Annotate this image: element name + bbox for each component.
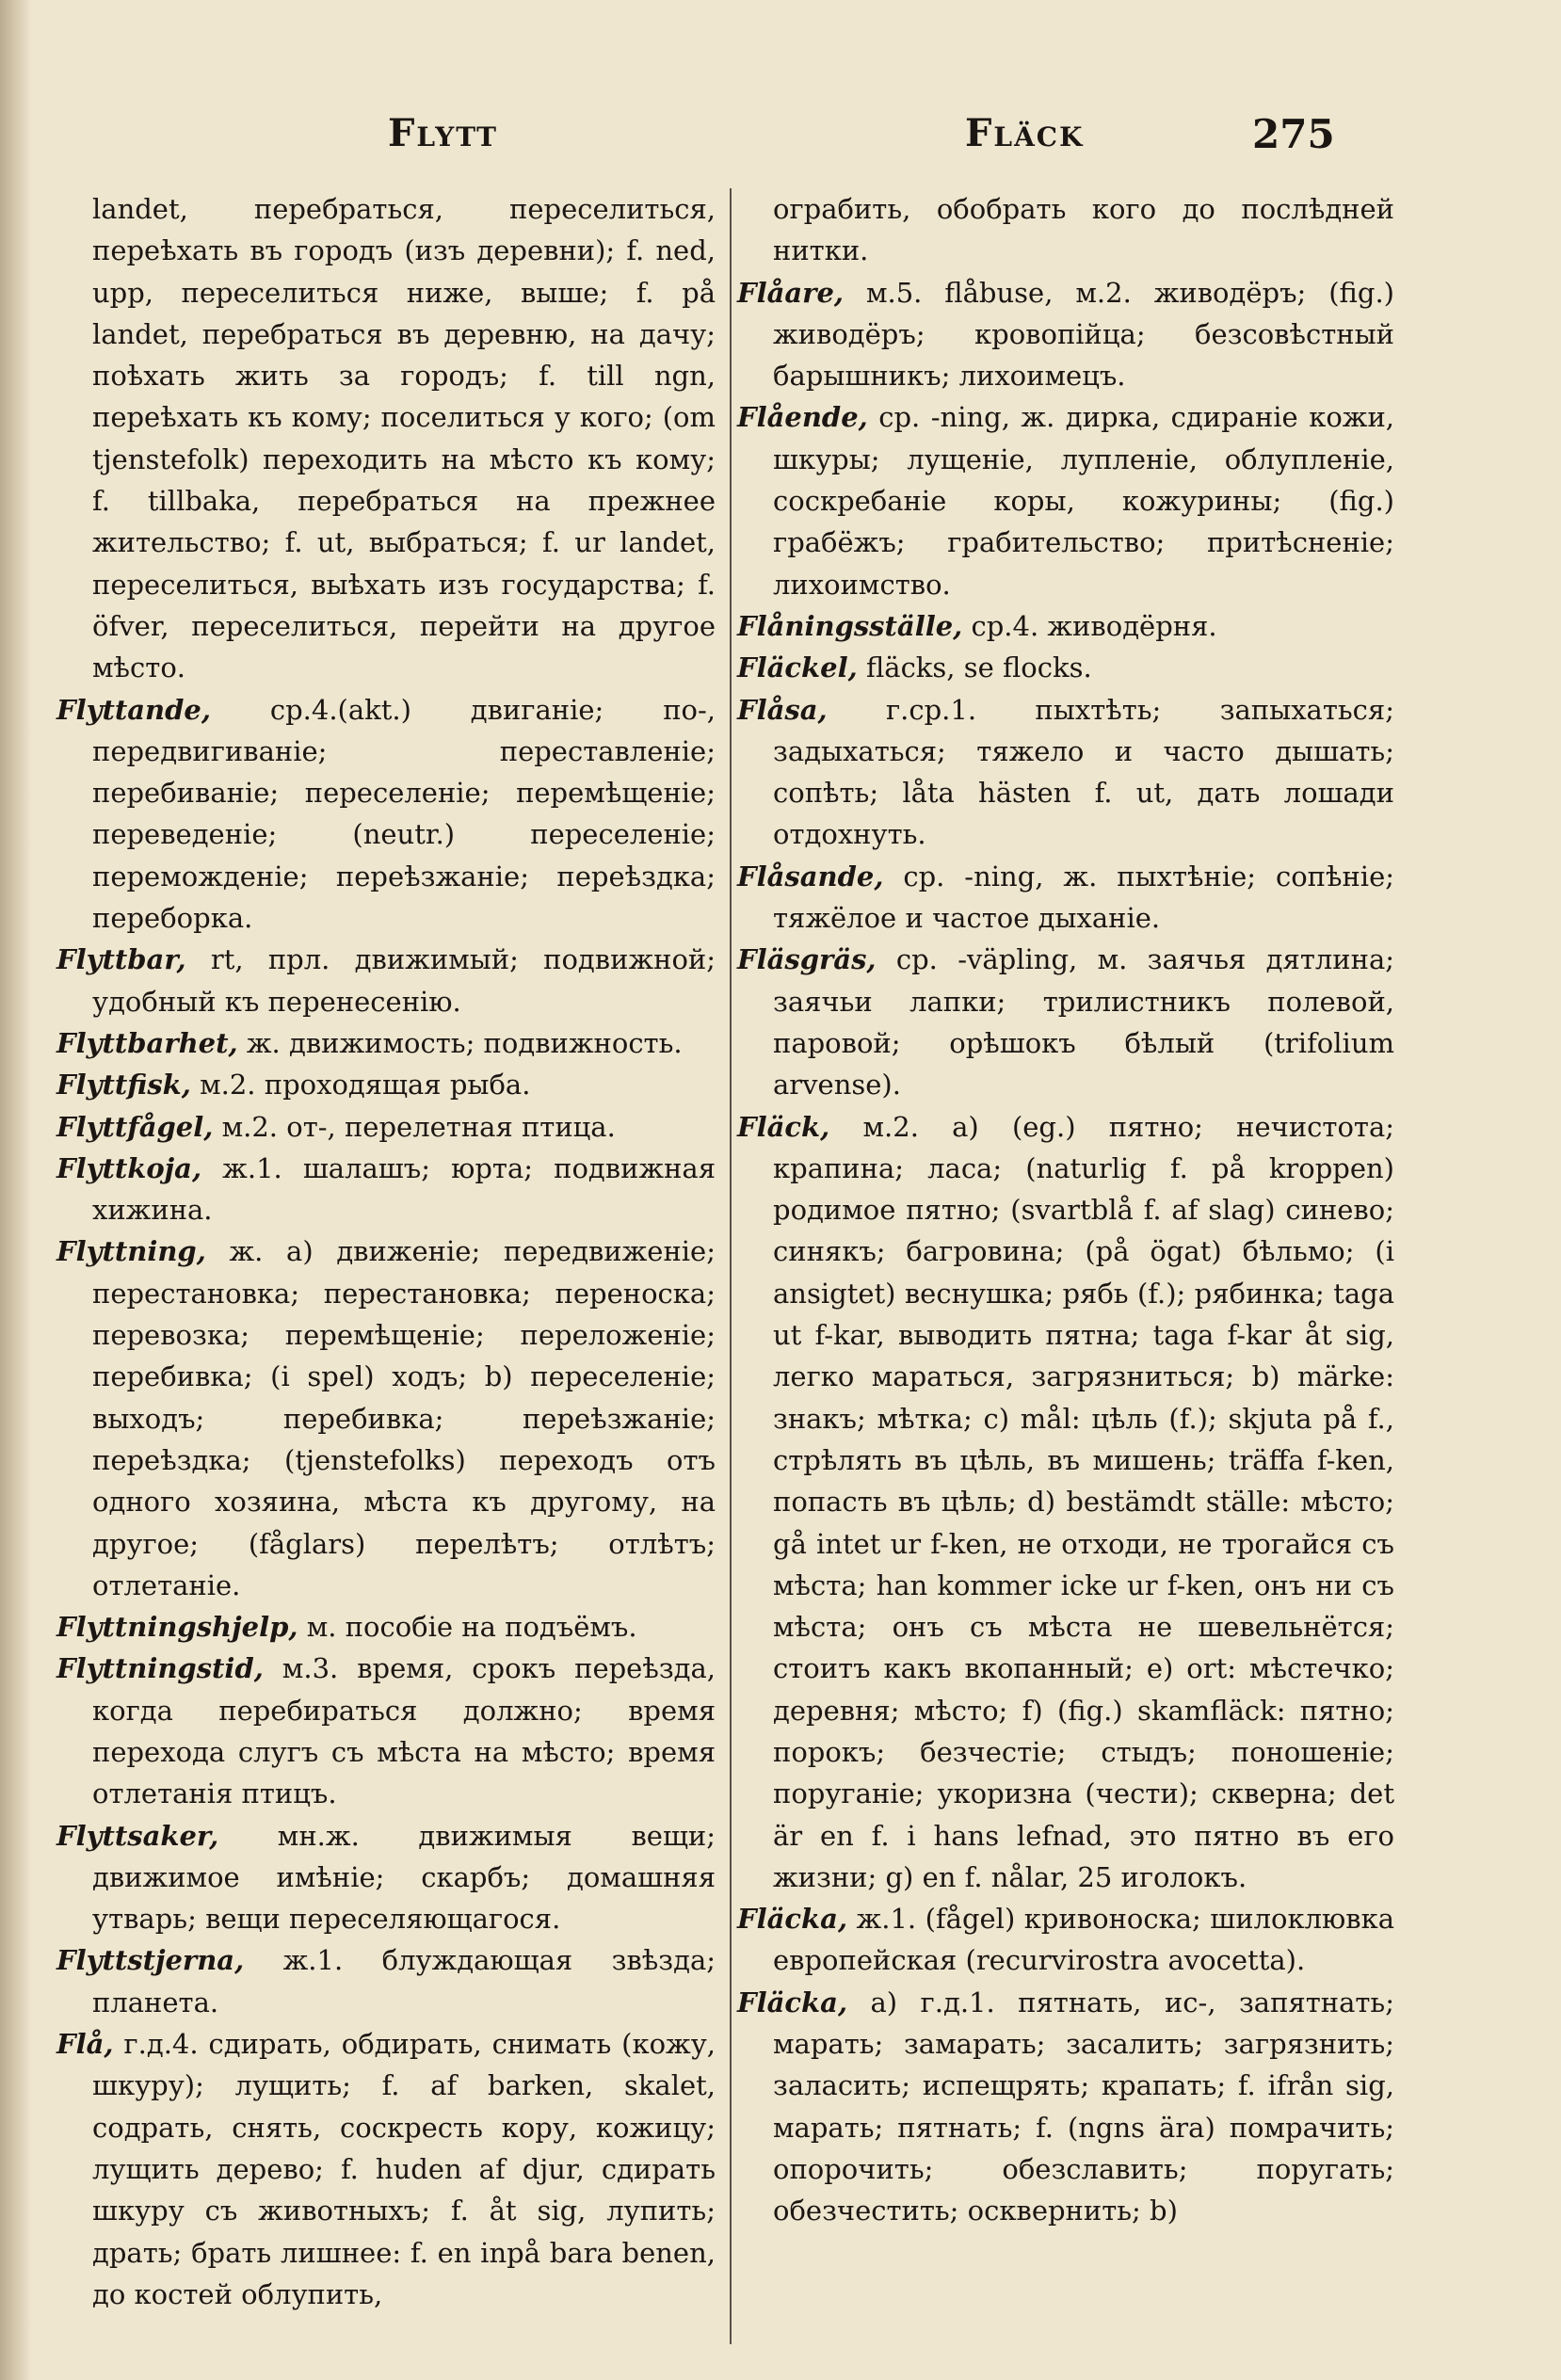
dictionary-entry <box>56 1815 716 1940</box>
entry-headword: Flåsande, <box>737 860 884 892</box>
entry-headword: Flåare, <box>737 276 845 309</box>
entry-headword: Flyttstjerna, <box>56 1944 245 1977</box>
column-divider <box>730 188 732 2344</box>
entry-definition: ж.1. шалашъ; юрта; подвижная хижина. <box>92 1151 716 1227</box>
entry-definition: г.ср.1. пыхтѣть; запыхаться; задыхаться; тяжело и часто дышать; сопѣть; låta hästen f. ut, дать лошади отдохнуть. <box>773 693 1394 851</box>
header-left-guide-word: Flytt <box>388 111 498 155</box>
entry-headword: Flå, <box>56 2028 114 2061</box>
dictionary-entry: landet, перебраться, переселиться, переѣхать въ городъ (изъ деревни); f. ned, upp, переселиться ниже, выше; f. på landet, перебраться въ деревню, на дачу; поѣхать жить за городъ; f. till ngn, переѣхать къ кому; поселиться у кого; (om tjenstefolk) переходить на мѣсто къ кому; f. tillbaka, перебраться на прежнее жительство; f. ut, выбраться; f. ur landet, переселиться, выѣхать изъ государства; f. öfver, переселиться, перейти на другое мѣсто. <box>92 193 716 684</box>
entry-definition: м.2. от-, перелетная птица. <box>221 1110 616 1143</box>
dictionary-entry <box>56 1606 716 1648</box>
dictionary-entry <box>737 939 1395 1105</box>
dictionary-entry <box>56 1022 716 1064</box>
page-spine-shadow <box>0 0 32 2380</box>
dictionary-entry <box>56 1064 716 1105</box>
entry-headword: Flåsa, <box>737 693 828 726</box>
entry-headword: Fläckel, <box>737 651 858 684</box>
dictionary-entry <box>56 2023 716 2315</box>
dictionary-entry <box>737 1982 1394 2232</box>
entry-definition: м. пособіе на подъёмъ. <box>306 1611 637 1644</box>
dictionary-entry <box>737 1898 1394 1982</box>
entry-definition: м.5. flåbuse, м.2. живодёръ; (fig.) живодёръ; кровопійца; безсовѣстный барышникъ; лихоимецъ. <box>773 276 1394 393</box>
entry-headword: Flyttsaker, <box>56 1819 219 1852</box>
dictionary-entry <box>56 1230 716 1606</box>
entry-headword: Flyttbarhet, <box>56 1026 238 1059</box>
dictionary-entry <box>56 689 716 940</box>
entry-definition: мн.ж. движимыя вещи; движимое имѣніе; скарбъ; домашняя утварь; вещи переселяющагося. <box>92 1819 716 1936</box>
entry-headword: Flåningsställe, <box>737 609 963 642</box>
entry-headword: Flyttning, <box>56 1235 206 1268</box>
entry-definition: ср. -ning, ж. дирка, сдираніе кожи, шкуры; лущеніе, лупленіе, облупленіе, соскребаніе коры, кожурины; (fig.) грабёжъ; грабительство; притѣсненіе; лихоимство. <box>773 401 1394 601</box>
entry-headword: Flyttkoja, <box>56 1151 202 1184</box>
entry-definition: ж.1. блуждающая звѣзда; планета. <box>92 1944 716 2018</box>
entry-definition: м.2. проходящая рыба. <box>200 1069 531 1102</box>
entry-headword: Flyttfågel, <box>56 1110 214 1143</box>
dictionary-entry <box>737 272 1394 397</box>
entry-definition: a) г.д.1. пятнать, ис-, запятнать; марать; замарать; засалить; загрязнить; заласить; испещрять; крапать; f. ifrån sig, марать; пятнать; f. (ngns ära) помрачить; опорочить; обезславить; поругать; обезчестить; осквернить; b) <box>773 1986 1394 2227</box>
right-column <box>737 188 1394 2232</box>
dictionary-entry <box>737 689 1394 856</box>
entry-headword: Flyttningshjelp, <box>56 1611 298 1644</box>
entry-definition: ж. a) движеніе; передвиженіе; перестановка; перестановка; переноска; перевозка; перемѣщеніе; переложеніе; перебивка; (i spel) ходъ; b) переселеніе; выходъ; перебивка; переѣзжаніе; переѣздка; (tjenstefolks) переходъ отъ одного хозяина, мѣста къ другому, на другое; (fåglars) перелѣтъ; отлѣтъ; отлетаніе. <box>92 1235 716 1601</box>
dictionary-entry <box>56 1939 716 2023</box>
dictionary-entry <box>737 396 1394 604</box>
dictionary-entry <box>737 1106 1395 1899</box>
entry-definition: ж. движимость; подвижность. <box>246 1026 683 1059</box>
dictionary-entry <box>56 1106 716 1148</box>
left-column <box>56 188 716 2315</box>
dictionary-entry <box>737 647 1394 688</box>
entry-definition: ж.1. (fågel) кривоноска; шилоклювка европейская (recurvirostra avocetta). <box>773 1903 1394 1977</box>
entry-definition: fläcks, se flocks. <box>865 651 1092 684</box>
entry-definition: г.д.4. сдирать, обдирать, снимать (кожу, шкуру); лущить; f. af barken, skalet, содрать, снять, соскресть кору, кожицу; лущить дерево; f. huden af djur, сдирать шкуру съ животныхъ; f. åt sig, лупить; драть; брать лишнее: f. en inpå bara benen, до костей облупить, <box>92 2028 716 2310</box>
dictionary-entry <box>56 1148 716 1231</box>
page-number: 275 <box>1252 111 1335 157</box>
dictionary-entry <box>737 605 1394 647</box>
entry-headword: Flyttande, <box>56 693 211 726</box>
entry-definition: rt, прл. движимый; подвижной; удобный къ перенесенію. <box>92 943 716 1018</box>
entry-definition: ср.4.(akt.) двиганіе; по-, передвигиваніе; переставленіе; перебиваніе; переселеніе; перемѣщеніе; переведеніе; (neutr.) переселеніе; переможденіе; переѣзжаніе; переѣздка; переборка. <box>92 693 716 935</box>
entry-headword: Flyttfisk, <box>56 1069 191 1102</box>
dictionary-entry <box>737 856 1395 940</box>
entry-definition: м.3. время, срокъ переѣзда, когда перебираться должно; время перехода слугъ съ мѣста на мѣсто; время отлетанія птицъ. <box>92 1652 716 1810</box>
entry-headword: Fläcka, <box>737 1986 848 2018</box>
entry-headword: Flyttbar, <box>56 943 186 976</box>
entry-definition: ср. -ning, ж. пыхтѣніе; сопѣніе; тяжёлое и частое дыханіе. <box>773 860 1395 935</box>
entry-headword: Flyttningstid, <box>56 1652 264 1685</box>
entry-definition: м.2. a) (eg.) пятно; нечистота; крапина; ласа; (naturlig f. på kroppen) родимое пятно; (svartblå f. af slag) синево; синякъ; багровина; (på ögat) бѣльмо; (i ansigtet) веснушка; рябь (f.); рябинка; taga ut f-kar, выводить пятна; taga f-kar åt sig, легко мараться, загрязниться; b) märke: знакъ; мѣтка; c) mål: цѣль (f.); skjuta på f., стрѣлять въ цѣль, въ мишень; träffa f-ken, попасть въ цѣль; d) bestämdt ställe: мѣсто; gå intet ur f-ken, не отходи, не трогайся съ мѣста; han kommer icke ur f-ken, онъ ни съ мѣста; онъ съ мѣста не шевельнётся; стоитъ какъ вкопанный; e) ort: мѣстечко; деревня; мѣсто; f) (fig.) skamfläck: пятно; порокъ; безчестіе; стыдъ; поношеніе; поруганіе; укоризна (чести); скверна; det är en f. i hans lefnad, это пятно въ его жизни; g) en f. nålar, 25 иголокъ. <box>773 1110 1395 1893</box>
entry-headword: Fläsgräs, <box>737 943 877 976</box>
header-right-guide-word: Fläck <box>965 111 1085 155</box>
dictionary-entry <box>56 939 716 1022</box>
entry-headword: Fläck, <box>737 1110 830 1143</box>
dictionary-entry <box>56 1648 716 1814</box>
entry-headword: Fläcka, <box>737 1903 848 1936</box>
entry-headword: Flående, <box>737 401 868 434</box>
entry-definition: ср. -väpling, м. заячья дятлина; заячьи лапки; трилистникъ полевой, паровой; орѣшокъ бѣлый (trifolium arvense). <box>773 943 1395 1102</box>
dictionary-entry: ограбить, обобрать кого до послѣдней нитки. <box>773 193 1394 267</box>
entry-definition: ср.4. живодёрня. <box>971 609 1217 642</box>
